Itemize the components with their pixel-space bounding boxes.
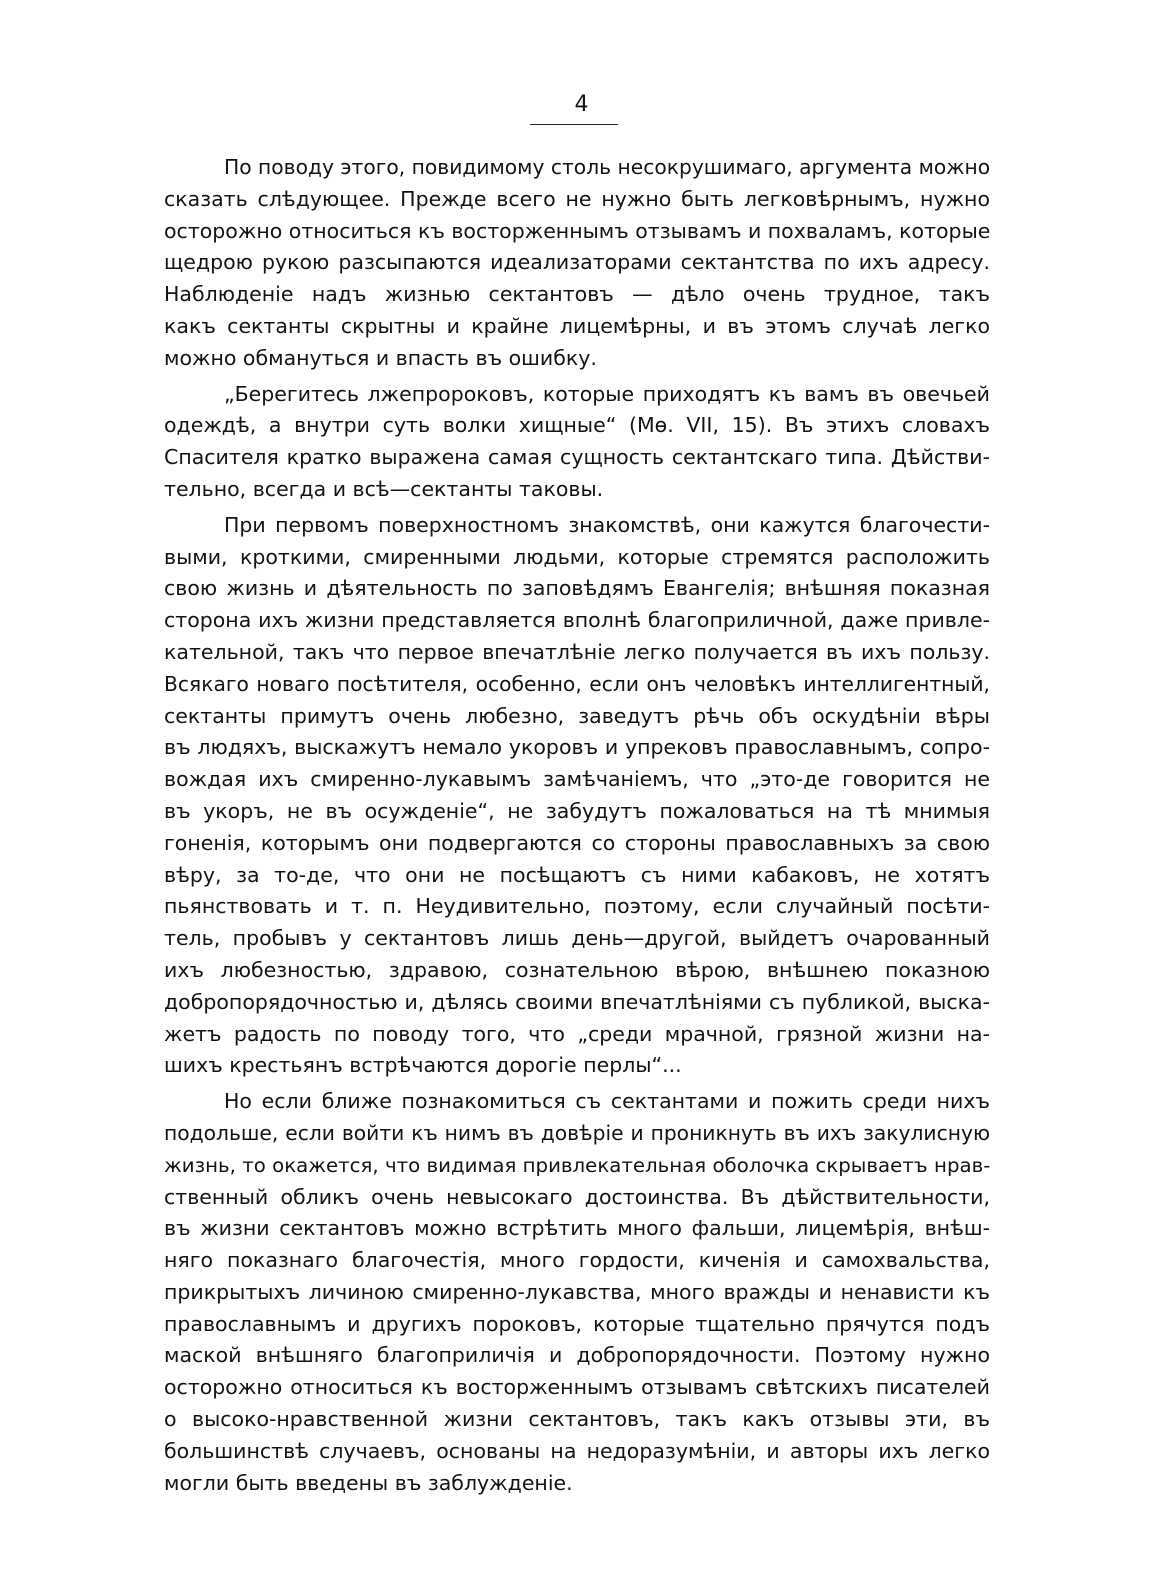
text-line: кательной, такъ что первое впечатлѣніе легко получается въ ихъ пользу.	[164, 639, 990, 664]
text-line: сектанты примутъ очень любезно, заведутъ рѣчь объ оскудѣніи вѣры	[164, 703, 990, 728]
body-text	[164, 152, 990, 1499]
text-line: жетъ радость по поводу того, что „среди мрачной, грязной жизни на-	[164, 1021, 990, 1046]
paragraph	[164, 152, 990, 375]
text-line: тельно, всегда и всѣ—сектанты таковы.	[164, 476, 604, 501]
text-line: можно обмануться и впасть въ ошибку.	[164, 345, 597, 370]
text-line: маской внѣшняго благоприличія и добропорядочности. Поэтому нужно	[164, 1343, 990, 1368]
text-line: гоненія, которымъ они подвергаются со стороны православныхъ за свою	[164, 830, 990, 855]
text-line: щедрою рукою разсыпаются идеализаторами сектантства по ихъ адресу.	[164, 250, 990, 275]
text-line: тель, пробывъ у сектантовъ лишь день—другой, выйдетъ очарованный	[164, 926, 990, 951]
text-line: Но если ближе познакомиться съ сектантами и пожить среди нихъ	[224, 1089, 990, 1114]
text-line: пьянствовать и т. п. Неудивительно, поэтому, если случайный посѣти-	[164, 894, 990, 919]
text-line: По поводу этого, повидимому столь несокрушимаго, аргумента можно	[224, 155, 990, 179]
text-line: сказать слѣдующее. Прежде всего не нужно быть легковѣрнымъ, нужно	[164, 186, 990, 211]
page-number: 4	[574, 92, 589, 117]
text-line: прикрытыхъ личиною смиренно-лукавства, много вражды и ненависти къ	[164, 1279, 990, 1304]
text-line: осторожно относиться къ восторженнымъ отзывамъ и похваламъ, которые	[164, 218, 990, 243]
paragraph	[164, 379, 990, 506]
text-line: православнымъ и другихъ пороковъ, которые тщательно прячутся подъ	[164, 1311, 990, 1336]
text-line: какъ сектанты скрытны и крайне лицемѣрны, и въ этомъ случаѣ легко	[164, 313, 990, 338]
text-line: добропорядочностью и, дѣлясь своими впечатлѣніями съ публикой, выска-	[164, 989, 990, 1014]
text-line: няго показнаго благочестія, много гордости, киченія и самохвальства,	[164, 1248, 990, 1273]
text-line: о высоко-нравственной жизни сектантовъ, такъ какъ отзывы эти, въ	[164, 1407, 990, 1432]
text-line: жизнь, то окажется, что видимая привлекательная оболочка скрываетъ нрав-	[164, 1153, 990, 1177]
text-line: „Берегитесь лжепророковъ, которые приходятъ къ вамъ въ овечьей	[224, 381, 990, 406]
text-line: одеждѣ, а внутри суть волки хищные“ (Мѳ. VII, 15). Въ этихъ словахъ	[164, 413, 990, 438]
text-line: подольше, если войти къ нимъ въ довѣріе и проникнуть въ ихъ закулисную	[164, 1120, 990, 1145]
text-line: въ людяхъ, выскажутъ немало укоровъ и упрековъ православнымъ, сопро-	[164, 735, 990, 760]
text-line: сторона ихъ жизни представляется вполнѣ благоприличной, даже привле-	[164, 608, 990, 633]
text-line: вѣру, за то-де, что они не посѣщаютъ съ ними кабаковъ, не хотятъ	[164, 862, 990, 887]
text-line: При первомъ поверхностномъ знакомствѣ, они кажутся благочести-	[224, 512, 990, 537]
text-line: Наблюденіе надъ жизнью сектантовъ — дѣло очень трудное, такъ	[164, 282, 990, 307]
text-line: Спасителя кратко выражена самая сущность сектантскаго типа. Дѣйстви-	[164, 445, 990, 470]
text-line: ственный обликъ очень невысокаго достоинства. Въ дѣйствительности,	[164, 1184, 990, 1209]
text-line: въ укоръ, не въ осужденіе“, не забудутъ пожаловаться на тѣ мнимыя	[164, 798, 990, 823]
text-line: вождая ихъ смиренно-лукавымъ замѣчаніемъ, что „это-де говорится не	[164, 767, 990, 792]
paragraph	[164, 510, 990, 1082]
text-line: могли быть введены въ заблужденіе.	[164, 1470, 573, 1495]
text-line: большинствѣ случаевъ, основаны на недоразумѣніи, и авторы ихъ легко	[164, 1438, 990, 1463]
text-line: Всякаго новаго посѣтителя, особенно, если онъ человѣкъ интеллигентный,	[164, 671, 990, 696]
text-line: въ жизни сектантовъ можно встрѣтить много фальши, лицемѣрія, внѣш-	[164, 1216, 990, 1241]
text-line: свою жизнь и дѣятельность по заповѣдямъ Евангелія; внѣшняя показная	[164, 576, 990, 601]
text-line: шихъ крестьянъ встрѣчаются дорогіе перлы“...	[164, 1053, 682, 1078]
text-line: осторожно относиться къ восторженнымъ отзывамъ свѣтскихъ писателей	[164, 1375, 990, 1400]
page-number-rule	[530, 124, 618, 125]
text-line: ихъ любезностью, здравою, сознательною вѣрою, внѣшнею показною	[164, 957, 990, 982]
text-line: выми, кроткими, смиренными людьми, которые стремятся расположить	[164, 544, 990, 569]
paragraph	[164, 1086, 990, 1499]
